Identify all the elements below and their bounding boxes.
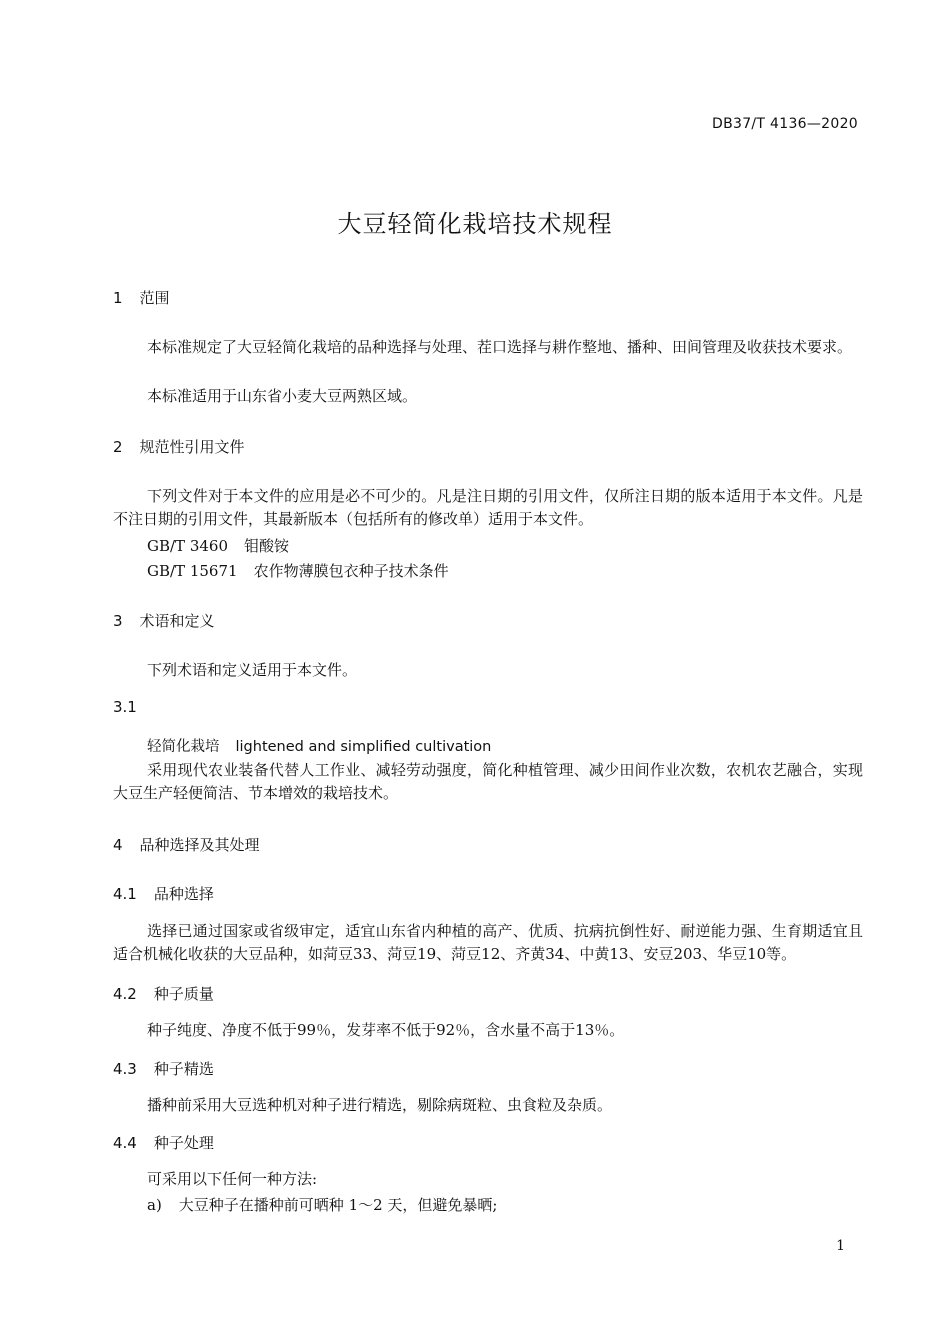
subsection-4-4-heading	[113, 1132, 214, 1153]
section-number: 2	[113, 438, 123, 456]
section-1-heading	[113, 287, 170, 308]
subsection-4-2-heading	[113, 983, 214, 1004]
reference-item	[147, 534, 289, 558]
reference-name: 钼酸铵	[244, 537, 290, 555]
reference-name: 农作物薄膜包衣种子技术条件	[253, 562, 449, 580]
section-1-paragraph-2: 本标准适用于山东省小麦大豆两熟区域。	[147, 387, 418, 405]
section-3-heading	[113, 610, 215, 631]
standard-number: DB37/T 4136—2020	[712, 116, 858, 132]
subsection-4-2-paragraph: 种子纯度、净度不低于99％，发芽率不低于92％，含水量不高于13％。	[147, 1021, 625, 1039]
subsection-title: 种子质量	[153, 985, 214, 1003]
section-title: 术语和定义	[139, 612, 215, 630]
section-number: 4	[113, 836, 123, 854]
term-english: lightened and simplified cultivation	[235, 739, 492, 755]
page-number: 1	[836, 1238, 845, 1254]
subsection-title: 品种选择	[153, 885, 214, 903]
subsection-number: 4.1	[113, 885, 137, 903]
subsection-4-1-heading	[113, 883, 214, 904]
subsection-4-1-paragraph: 选择已通过国家或省级审定，适宜山东省内种植的高产、优质、抗病抗倒性好、耐逆能力强、生育期适宜且适合机械化收获的大豆品种，如菏豆33、菏豆19、菏豆12、齐黄34、中黄13、安豆203、华豆10等。	[113, 922, 863, 963]
subsection-4-4-paragraph: 可采用以下任何一种方法:	[147, 1170, 318, 1188]
list-item-text: 大豆种子在播种前可晒种 1～2 天，但避免暴晒;	[178, 1196, 498, 1214]
reference-code: GB/T 15671	[147, 562, 238, 580]
subsection-title: 种子精选	[153, 1060, 214, 1078]
section-1-paragraph-1: 本标准规定了大豆轻简化栽培的品种选择与处理、茬口选择与耕作整地、播种、田间管理及收获技术要求。	[147, 338, 853, 356]
reference-code: GB/T 3460	[147, 537, 229, 555]
section-title: 品种选择及其处理	[139, 836, 260, 854]
section-4-heading	[113, 834, 260, 855]
section-title: 规范性引用文件	[139, 438, 245, 456]
list-item-label: a)	[147, 1196, 162, 1214]
term-chinese: 轻简化栽培	[147, 739, 220, 755]
section-2-heading	[113, 436, 245, 457]
subsection-title: 种子处理	[153, 1134, 214, 1152]
section-2-paragraph-1: 下列文件对于本文件的应用是必不可少的。凡是注日期的引用文件，仅所注日期的版本适用于本文件。凡是不注日期的引用文件，其最新版本（包括所有的修改单）适用于本文件。	[113, 487, 863, 528]
subsection-number: 4.3	[113, 1060, 137, 1078]
subsection-number: 4.4	[113, 1134, 137, 1152]
term-definition: 采用现代农业装备代替人工作业、减轻劳动强度，简化种植管理、减少田间作业次数，农机农艺融合，实现大豆生产轻便简洁、节本增效的栽培技术。	[113, 761, 863, 802]
section-3-paragraph-1: 下列术语和定义适用于本文件。	[147, 661, 358, 679]
section-number: 3	[113, 612, 123, 630]
subsection-3-1-number: 3.1	[113, 698, 137, 716]
reference-item	[147, 559, 449, 583]
subsection-4-3-paragraph: 播种前采用大豆选种机对种子进行精选，剔除病斑粒、虫食粒及杂质。	[147, 1096, 613, 1114]
subsection-number: 4.2	[113, 985, 137, 1003]
section-number: 1	[113, 289, 123, 307]
list-item-a	[147, 1193, 497, 1217]
term-line	[147, 735, 491, 756]
subsection-4-3-heading	[113, 1058, 214, 1079]
section-title: 范围	[139, 289, 170, 307]
document-title: 大豆轻简化栽培技术规程	[337, 210, 613, 238]
